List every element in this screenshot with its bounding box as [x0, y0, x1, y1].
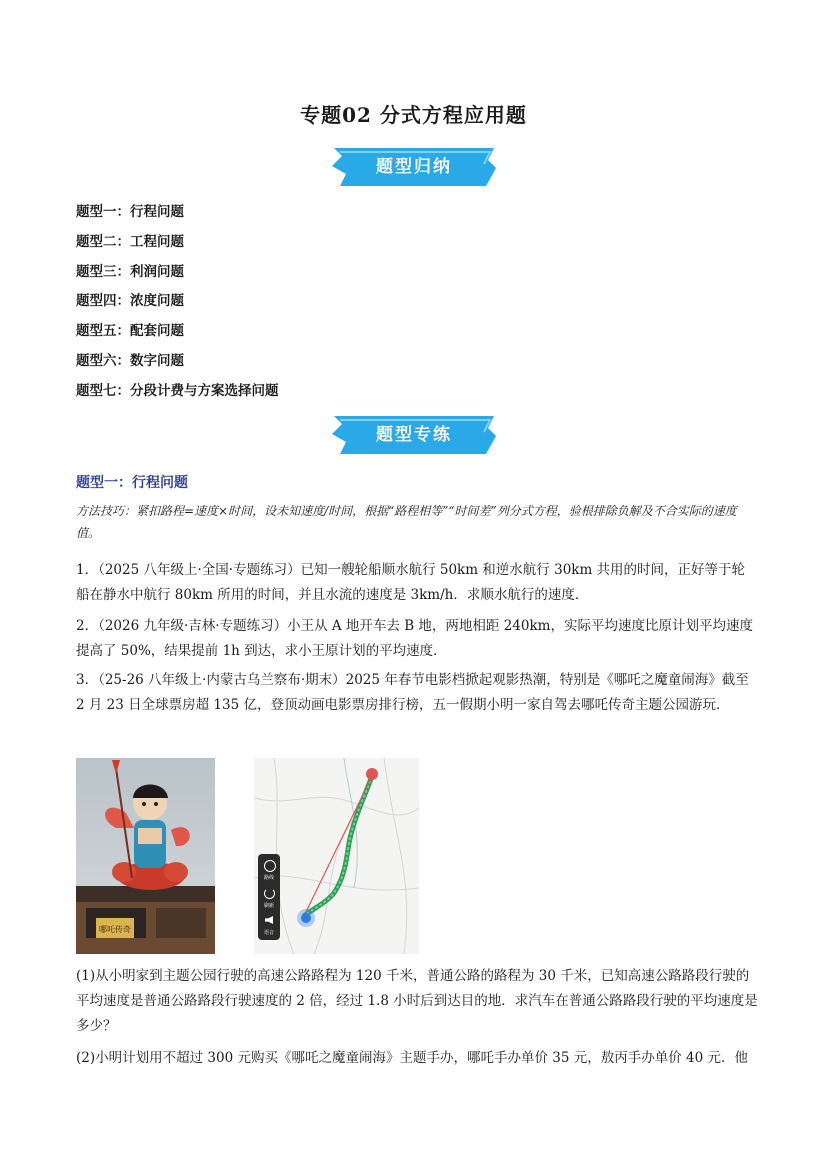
- topic-item: 题型一：行程问题: [76, 204, 184, 220]
- speaker-icon[interactable]: [265, 916, 273, 924]
- map-control-panel[interactable]: [258, 854, 280, 940]
- map-control-label: 刷新: [263, 903, 274, 909]
- topic-item: 题型四：浓度问题: [76, 293, 184, 310]
- question-3-part-1: (1)从小明家到主题公园行驶的高速公路路程为 120 千米，普通公路的路程为 30 千米，已知高速公路路段行驶的平均速度是普通公路路段行驶速度的 2 倍，经过 1.8 小时后到达目的地．求汽车在普通公路路段行驶的平均速度是多少？: [76, 968, 758, 1034]
- question-3: 3．（25-26 八年级上·内蒙古乌兰察布·期末）2025 年春节电影档掀起观影热潮，特别是《哪吒之魔童闹海》截至 2 月 23 日全球票房超 135 亿，登顶动画电影票房排行榜，五一假期小明一家自驾去哪吒传奇主题公园游玩．: [76, 672, 749, 713]
- topic-list: [76, 200, 279, 409]
- search-icon[interactable]: [264, 860, 276, 872]
- banner-summary-label: 题型归纳: [376, 157, 452, 177]
- section-banner-practice: [330, 414, 498, 456]
- page-title: 专题02 分式方程应用题: [300, 103, 527, 127]
- topic-item: 题型七：分段计费与方案选择问题: [76, 382, 279, 399]
- section-banner-summary: [330, 146, 498, 188]
- map-control-label: 语音: [263, 930, 274, 936]
- map-control-label: 路线: [263, 875, 274, 881]
- topic-item: 题型三：利润问题: [76, 263, 184, 280]
- topic-item: 题型六：数字问题: [76, 352, 184, 369]
- method-tip: 方法技巧：紧扣路程=速度×时间，设未知速度/时间，根据“路程相等”“时间差”列分式方程，验根排除负解及不合实际的速度值。: [76, 504, 737, 540]
- topic-item: 题型二：工程问题: [76, 233, 184, 250]
- banner-practice-label: 题型专练: [376, 425, 452, 445]
- topic-item: 题型五：配套问题: [76, 323, 184, 340]
- nezha-statue-photo: [76, 758, 215, 954]
- photo-sign-text: 哪吒传奇: [99, 925, 131, 934]
- refresh-icon[interactable]: [264, 888, 275, 899]
- question-1: 1．（2025 八年级上·全国·专题练习）已知一艘轮船顺水航行 50km 和逆水航行 30km 共用的时间，正好等于轮船在静水中航行 80km 所用的时间，并且水流的速度是 3km/h．求顺水航行的速度．: [76, 562, 746, 603]
- question-3-part-2: (2)小明计划用不超过 300 元购买《哪吒之魔童闹海》主题手办，哪吒手办单价 35 元，敖丙手办单价 40 元．他: [76, 1050, 748, 1066]
- question-2: 2．（2026 九年级·吉林·专题练习）小王从 A 地开车去 B 地，两地相距 240km，实际平均速度比原计划平均速度提高了 50%，结果提前 1h 到达，求小王原计划的平均速度．: [76, 618, 753, 659]
- section-heading: 题型一：行程问题: [76, 475, 188, 491]
